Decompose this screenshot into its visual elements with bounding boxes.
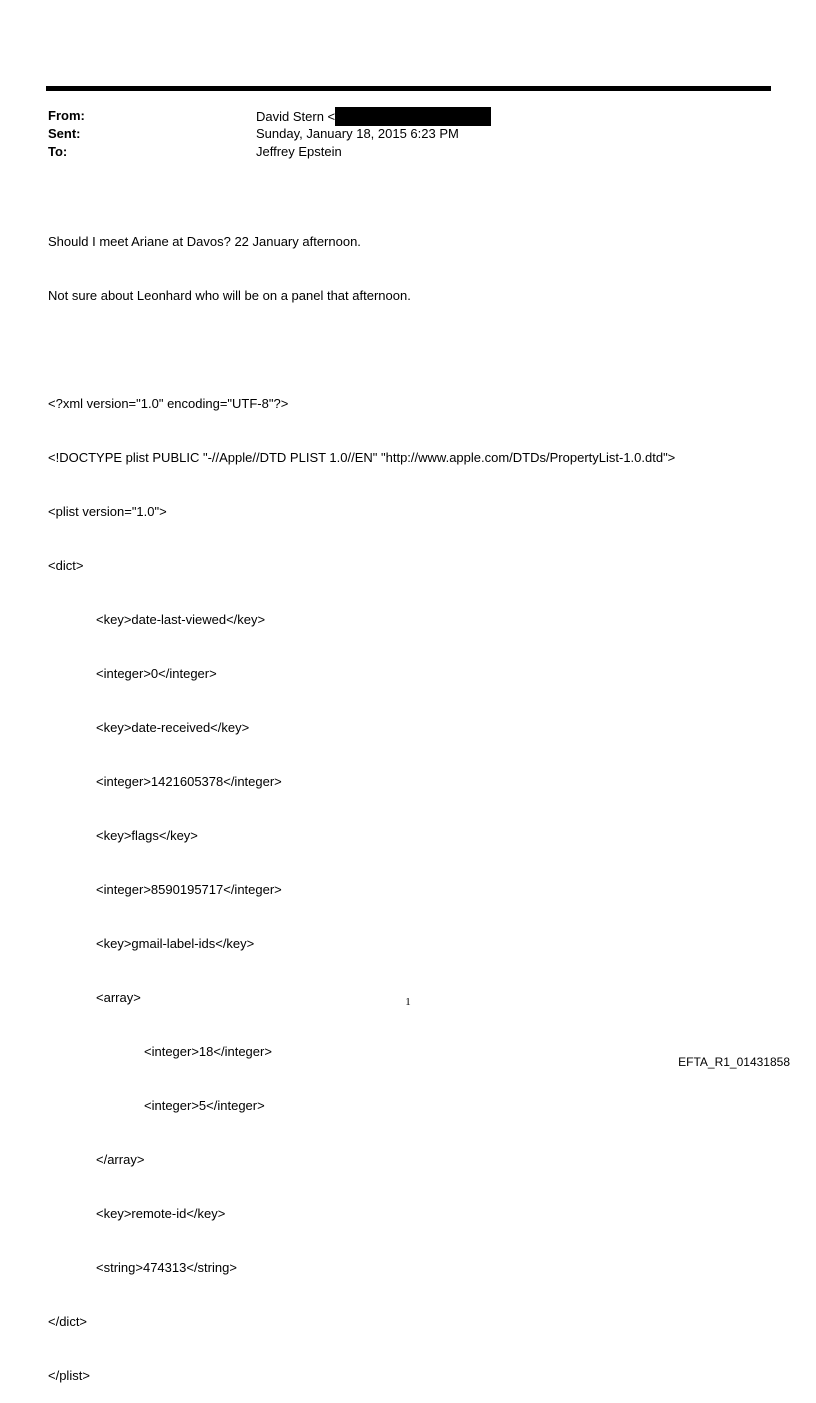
body-line-1: Should I meet Ariane at Davos? 22 January afternoon.	[48, 234, 361, 249]
to-row	[48, 143, 491, 161]
dict-close-tag: </dict>	[48, 1314, 88, 1329]
plist-line: <string>474313</string>	[96, 1260, 237, 1275]
plist-line: <key>date-received</key>	[96, 720, 250, 735]
array-close-tag: </array>	[96, 1152, 145, 1167]
email-body	[48, 197, 675, 1403]
blank-line	[48, 341, 675, 359]
sent-value: Sunday, January 18, 2015 6:23 PM	[256, 126, 459, 141]
plist-line: <integer>1421605378</integer>	[96, 774, 282, 789]
from-row	[48, 107, 491, 125]
plist-line: <key>remote-id</key>	[96, 1206, 226, 1221]
plist-line: <integer>0</integer>	[96, 666, 217, 681]
from-value	[256, 107, 491, 125]
xml-declaration: <?xml version="1.0" encoding="UTF-8"?>	[48, 396, 289, 411]
redaction-block	[335, 107, 491, 126]
to-value: Jeffrey Epstein	[256, 144, 342, 159]
plist-close-tag: </plist>	[48, 1368, 90, 1383]
sender-name: David Stern <	[256, 109, 336, 124]
sent-label: Sent:	[48, 126, 81, 141]
plist-line: <key>date-last-viewed</key>	[96, 612, 266, 627]
header-divider	[46, 86, 771, 91]
array-item-line: <integer>5</integer>	[144, 1098, 265, 1113]
doctype-line: <!DOCTYPE plist PUBLIC "-//Apple//DTD PLIST 1.0//EN" "http://www.apple.com/DTDs/PropertyList-1.0.dtd">	[48, 450, 676, 465]
body-line-2: Not sure about Leonhard who will be on a panel that afternoon.	[48, 288, 411, 303]
bates-number: EFTA_R1_01431858	[678, 1055, 790, 1069]
array-item-line: <integer>18</integer>	[144, 1044, 272, 1059]
plist-open-tag: <plist version="1.0">	[48, 504, 167, 519]
dict-open-tag: <dict>	[48, 558, 84, 573]
to-label: To:	[48, 144, 68, 159]
email-header	[48, 107, 491, 161]
from-label: From:	[48, 108, 85, 123]
plist-line: <integer>8590195717</integer>	[96, 882, 282, 897]
plist-line: <key>flags</key>	[96, 828, 198, 843]
page-number: 1	[405, 996, 411, 1008]
plist-line: <key>gmail-label-ids</key>	[96, 936, 255, 951]
sent-row	[48, 125, 491, 143]
plist-line: <array>	[96, 990, 141, 1005]
